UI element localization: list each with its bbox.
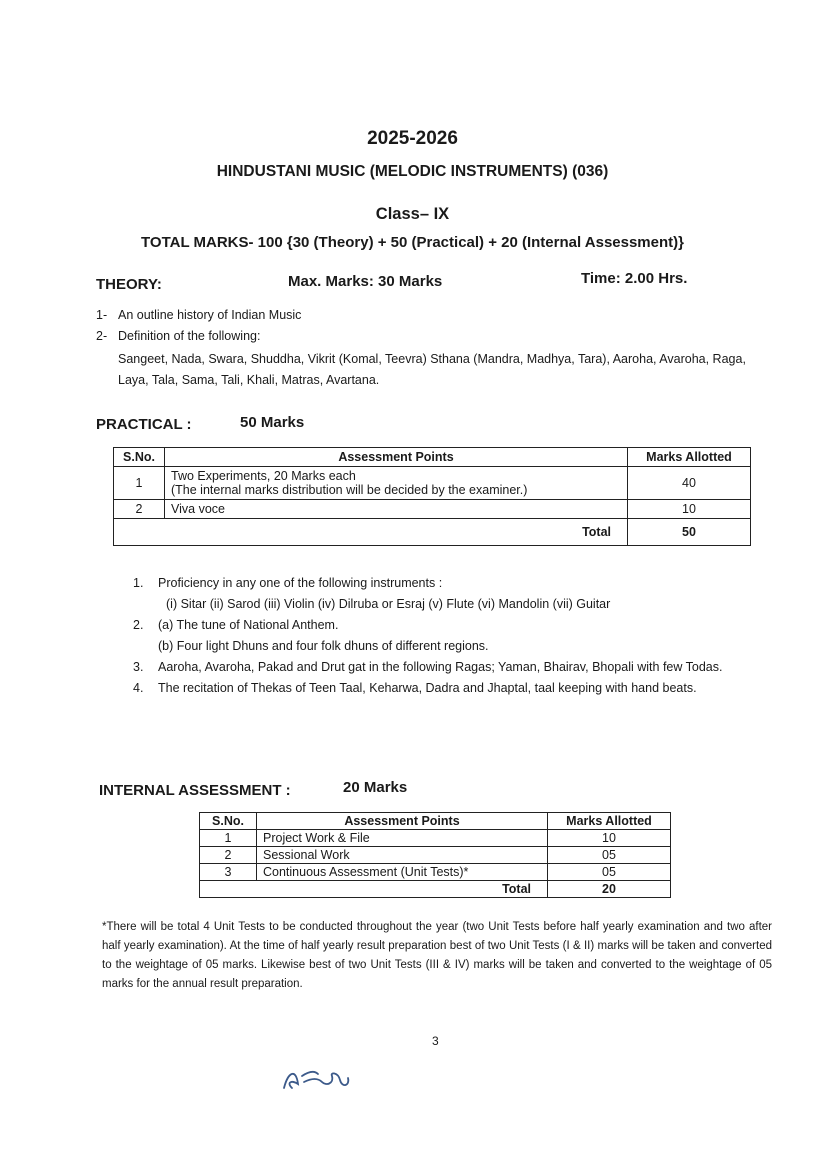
list-item: 1- An outline history of Indian Music [96,308,302,322]
class-title: Class– IX [375,205,450,223]
table-row: 3 Continuous Assessment (Unit Tests)* 05 [200,864,671,881]
table-header: Assessment Points [165,448,628,467]
table-row: 2 Sessional Work 05 [200,847,671,864]
table-header: S.No. [114,448,165,467]
theory-max-marks: Max. Marks: 30 Marks [288,273,443,290]
table-header: S.No. [200,813,257,830]
theory-heading: THEORY: [96,276,162,293]
signature-scribble [278,1058,358,1094]
practical-table [113,447,751,546]
table-header: Assessment Points [257,813,548,830]
table-row: 1 Project Work & File 10 [200,830,671,847]
internal-assessment-table [199,812,671,898]
total-marks: TOTAL MARKS- 100 {30 (Theory) + 50 (Practical) + 20 (Internal Assessment)} [141,234,684,251]
theory-list [96,305,301,347]
table-header: Marks Allotted [548,813,671,830]
subject-title: HINDUSTANI MUSIC (MELODIC INSTRUMENTS) (036) [216,163,609,180]
list-item: 1. Proficiency in any one of the following instruments : (i) Sitar (ii) Sarod (iii) Violin (iv) Dilruba or Esraj (v) Flute (vi) Mandolin (vii) Guitar [133,576,611,611]
theory-time: Time: 2.00 Hrs. [581,270,688,287]
assessment-point: Two Experiments, 20 Marks each [171,469,356,483]
assessment-note: (The internal marks distribution will be decided by the examiner.) [171,483,528,497]
page-number: 3 [432,1034,439,1048]
list-item: 3. Aaroha, Avaroha, Pakad and Drut gat in the following Ragas; Yaman, Bhairav, Bhopali with few Todas. [133,660,723,674]
definition-terms: Sangeet, Nada, Swara, Shuddha, Vikrit (Komal, Teevra) Sthana (Mandra, Madhya, Tara), Aaroha, Avaroha, Raga, Laya, Tala, Sama, Tali, Khali, Matras, Avartana. [118,352,746,387]
internal-assessment-marks: 20 Marks [343,779,408,796]
table-row: 2 Viva voce 10 [114,500,751,519]
practical-marks: 50 Marks [240,414,305,431]
list-item: 2- Definition of the following: [96,329,261,343]
table-row: 1 Two Experiments, 20 Marks each (The internal marks distribution will be decided by the examiner.) 40 [114,467,751,500]
practical-list [133,573,773,699]
table-total-row: Total 20 [200,881,671,898]
practical-heading: PRACTICAL : [96,416,192,433]
list-item: 2. (a) The tune of National Anthem. (b) Four light Dhuns and four folk dhuns of different regions. [133,618,489,653]
document-year: 2025-2026 [367,128,458,149]
unit-test-footnote: *There will be total 4 Unit Tests to be conducted throughout the year (two Unit Tests before half yearly examination and two after half yearly examination). At the time of half yearly result preparation best of two Unit Tests (I & II) marks will be taken and converted to the weightage of 05 marks. Likewise best of two Unit Tests (III & IV) marks will be taken and converted to the weightage of 05 marks for the annual result preparation. [102,921,772,990]
list-item: 4. The recitation of Thekas of Teen Taal, Keharwa, Dadra and Jhaptal, taal keeping with hand beats. [133,681,697,695]
table-header: Marks Allotted [628,448,751,467]
internal-assessment-heading: INTERNAL ASSESSMENT : [99,782,291,799]
table-total-row: Total 50 [114,519,751,546]
